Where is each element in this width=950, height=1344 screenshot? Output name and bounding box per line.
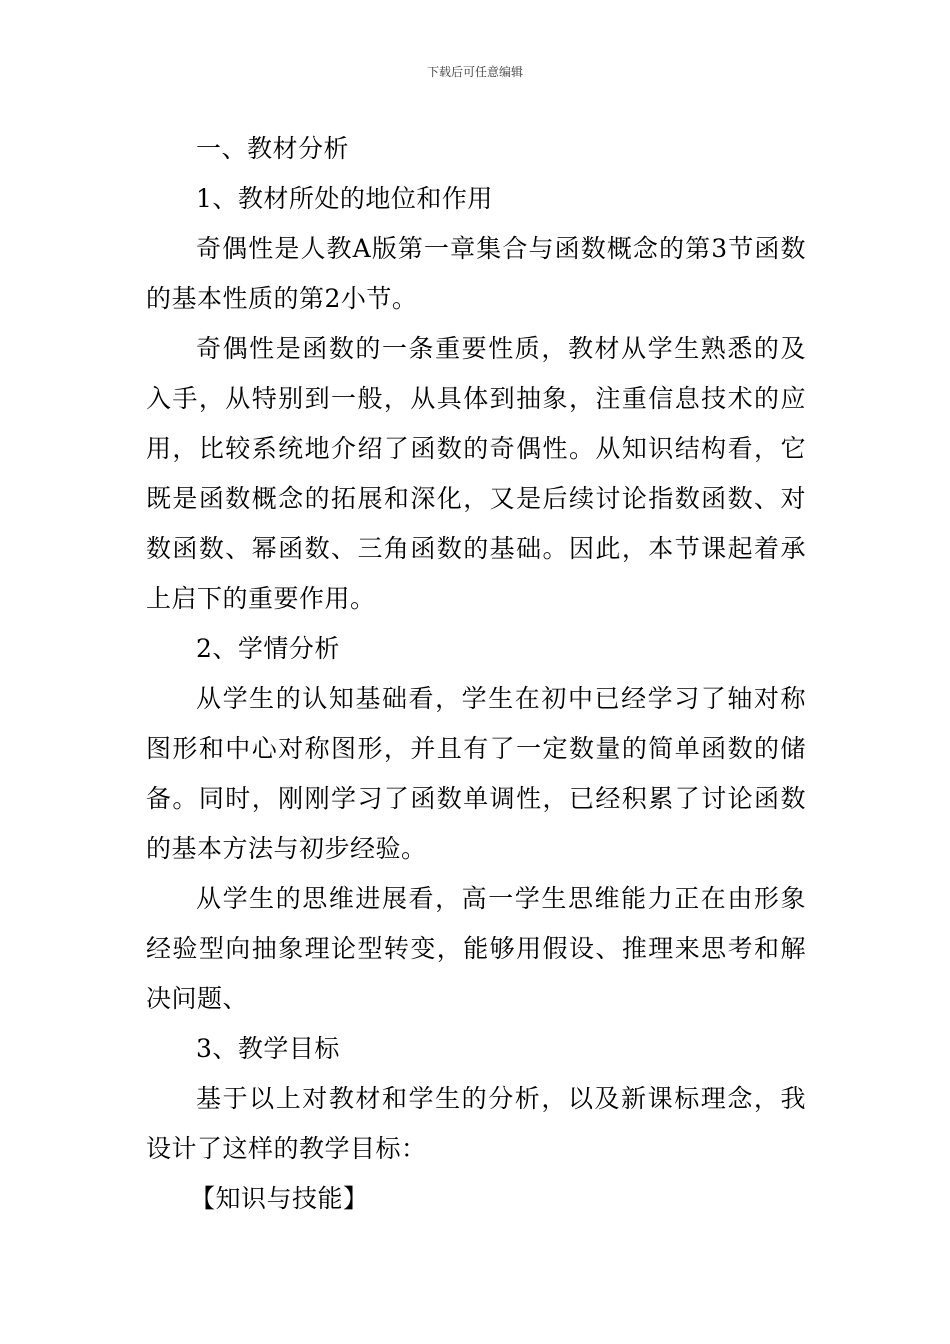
paragraph-goal-design: 基于以上对教材和学生的分析，以及新课标理念，我设计了这样的教学目标：	[146, 1084, 806, 1163]
paragraph-thinking-development: 从学生的思维进展看，高一学生思维能力正在由形象经验型向抽象理论型转变，能够用假设、推理来思考和解决问题、	[146, 884, 806, 1013]
document-body	[146, 124, 806, 1224]
page-header-note: 下载后可任意编辑	[426, 65, 523, 79]
subheading-student-analysis: 2、学情分析	[196, 634, 340, 663]
subheading-knowledge-and-skills: 【知识与技能】	[190, 1184, 369, 1213]
paragraph-parity-importance: 奇偶性是函数的一条重要性质，教材从学生熟悉的及入手，从特别到一般，从具体到抽象，注重信息技术的应用，比较系统地介绍了函数的奇偶性。从知识结构看，它既是函数概念的拓展和深化，又是后续讨论指数函数、对数函数、幂函数、三角函数的基础。因此，本节课起着承上启下的重要作用。	[146, 334, 806, 613]
subheading-status-and-role: 1、教材所处的地位和作用	[196, 184, 493, 213]
paragraph-parity-intro: 奇偶性是人教A版第一章集合与函数概念的第3节函数的基本性质的第2小节。	[146, 234, 806, 313]
subheading-teaching-goals: 3、教学目标	[196, 1034, 340, 1063]
paragraph-cognitive-basis: 从学生的认知基础看，学生在初中已经学习了轴对称图形和中心对称图形，并且有了一定数量的简单函数的储备。同时，刚刚学习了函数单调性，已经积累了讨论函数的基本方法与初步经验。	[146, 684, 806, 863]
section-heading-textbook-analysis: 一、教材分析	[196, 134, 350, 163]
